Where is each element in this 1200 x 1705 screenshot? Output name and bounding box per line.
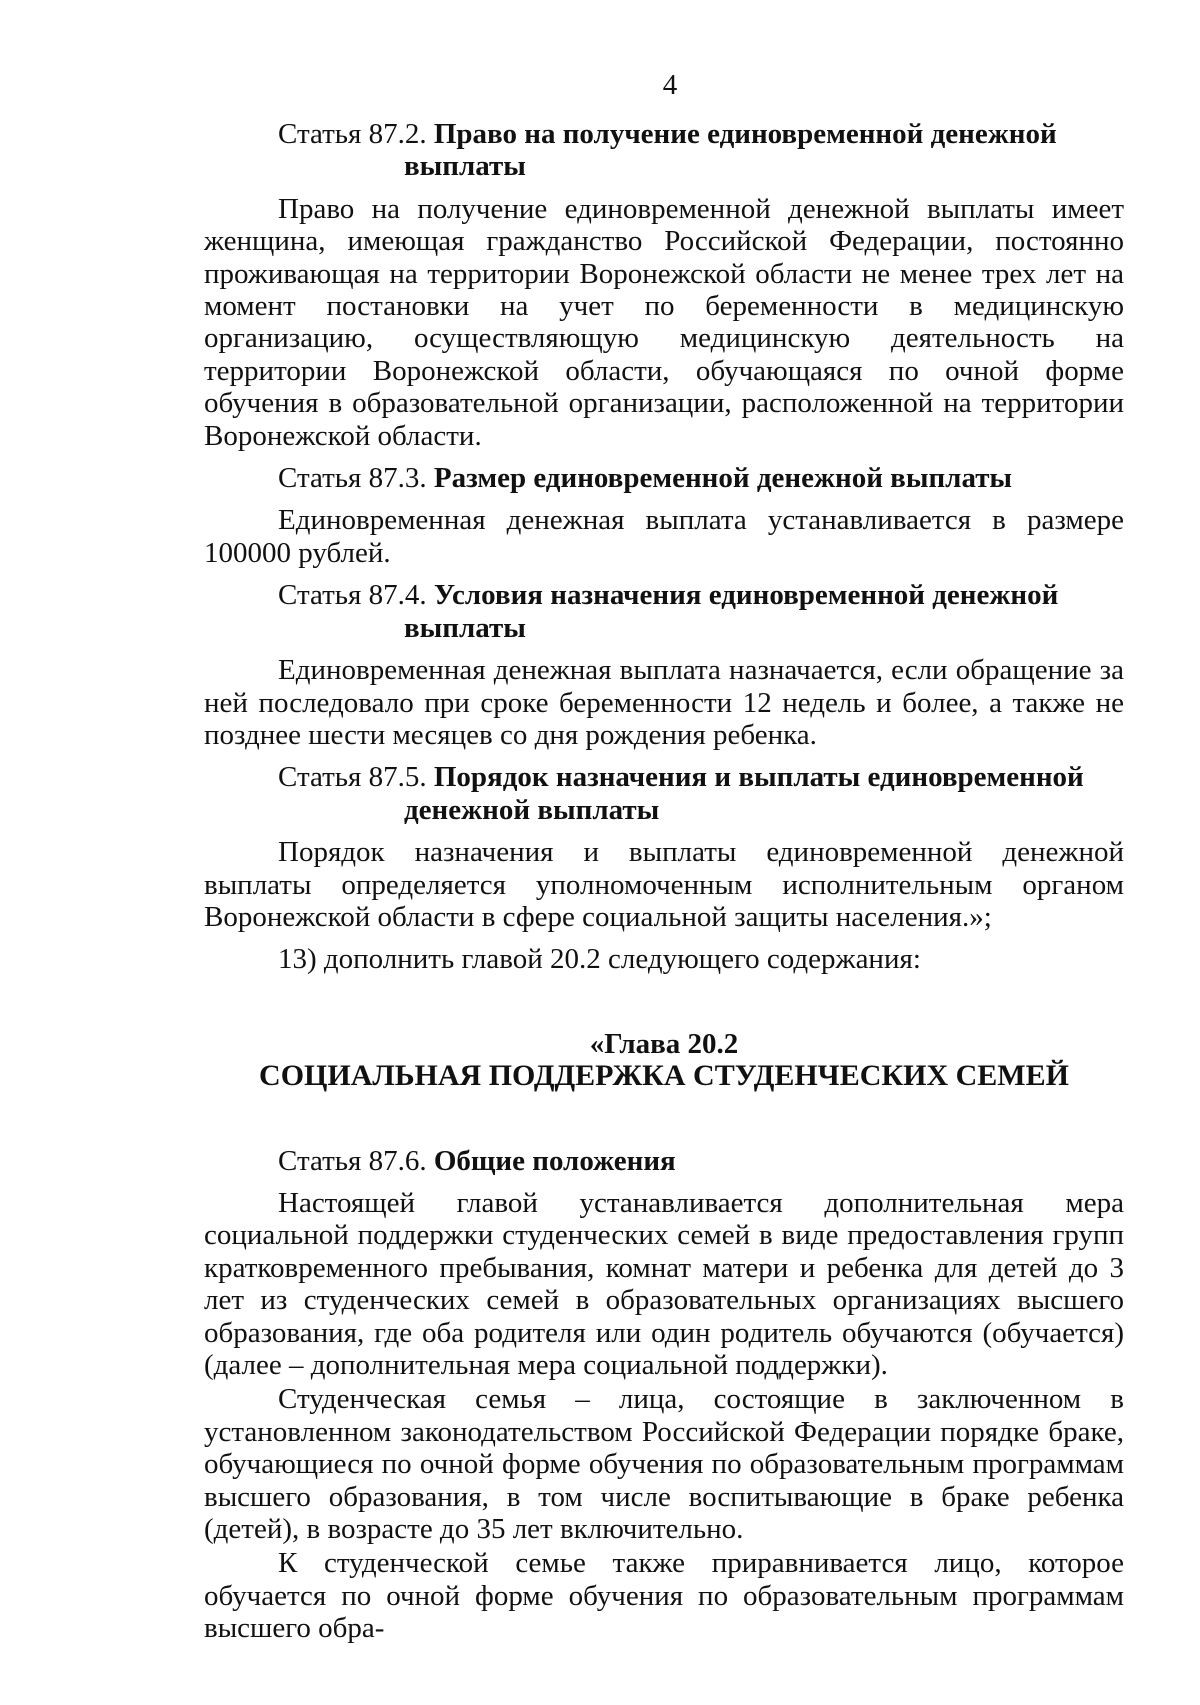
article-title: Размер единовременной денежной выплаты [433,462,1013,495]
article-title: Порядок назначения и выплаты единовременной [433,761,1084,794]
article-paragraph: Единовременная денежная выплата назначается, если обращение за ней последовало при сроке беременности 12 недель и более, а также не позднее шести месяцев со дня рождения ребенка. [204,654,1124,751]
article-paragraph: Порядок назначения и выплаты единовременной денежной выплаты определяется уполномоченным исполнительным органом Воронежской области в сфере социальной защиты населения.»; [204,836,1124,933]
amendment-item: 13) дополнить главой 20.2 следующего содержания: [278,943,921,976]
article-paragraph: Студенческая семья – лица, состоящие в заключенном в установленном законодательством Российской Федерации порядке браке, обучающиеся по очной форме обучения по образовательным программам высшего образования, в том числе воспитывающие в браке ребенка (детей), в возрасте до 35 лет включительно. [204,1383,1124,1546]
chapter-number: «Глава 20.2 [589,1027,739,1060]
chapter-title: СОЦИАЛЬНАЯ ПОДДЕРЖКА СТУДЕНЧЕСКИХ СЕМЕЙ [259,1059,1069,1093]
article-title: Общие положения [433,1144,676,1177]
article-paragraph: Единовременная денежная выплата устанавливается в размере 100000 рублей. [204,504,1124,569]
article-label: Статья 87.3. [278,462,427,495]
article-title: Условия назначения единовременной денежной [433,579,1059,612]
article-paragraph: К студенческой семье также приравнивается лицо, которое обучается по очной форме обучения по образовательным программам высшего обра- [204,1547,1124,1645]
article-heading-87-6 [204,1145,1124,1177]
article-title-continued: выплаты [404,150,526,183]
article-heading-87-4 [204,579,1124,644]
page-number: 4 [662,69,678,101]
article-paragraph: Право на получение единовременной денежной выплаты имеет женщина, имеющая гражданство Российской Федерации, постоянно проживающая на территории Воронежской области не менее трех лет на момент постановки на учет по беременности в медицинскую организацию, осуществляющую медицинскую деятельность на территории Воронежской области, обучающаяся по очной форме обучения в образовательной организации, расположенной на территории Воронежской области. [204,192,1124,452]
article-label: Статья 87.6. [278,1144,427,1177]
document-body [204,118,1124,1645]
article-paragraph: Настоящей главой устанавливается дополнительная мера социальной поддержки студенческих семей в виде предоставления групп кратковременного пребывания, комнат матери и ребенка для детей до 3 лет из студенческих семей в образовательных организациях высшего образования, где оба родителя или один родитель обучаются (обучается) (далее – дополнительная мера социальной поддержки). [204,1186,1124,1381]
article-heading-87-2 [204,118,1124,183]
article-title-continued: денежной выплаты [404,793,660,826]
article-title: Право на получение единовременной денежной [433,118,1057,150]
article-heading-87-3 [204,462,1124,494]
article-label: Статья 87.5. [278,761,427,794]
article-heading-87-5 [204,761,1124,826]
article-label: Статья 87.2. [278,118,427,150]
article-label: Статья 87.4. [278,579,427,612]
article-title-continued: выплаты [404,611,526,644]
